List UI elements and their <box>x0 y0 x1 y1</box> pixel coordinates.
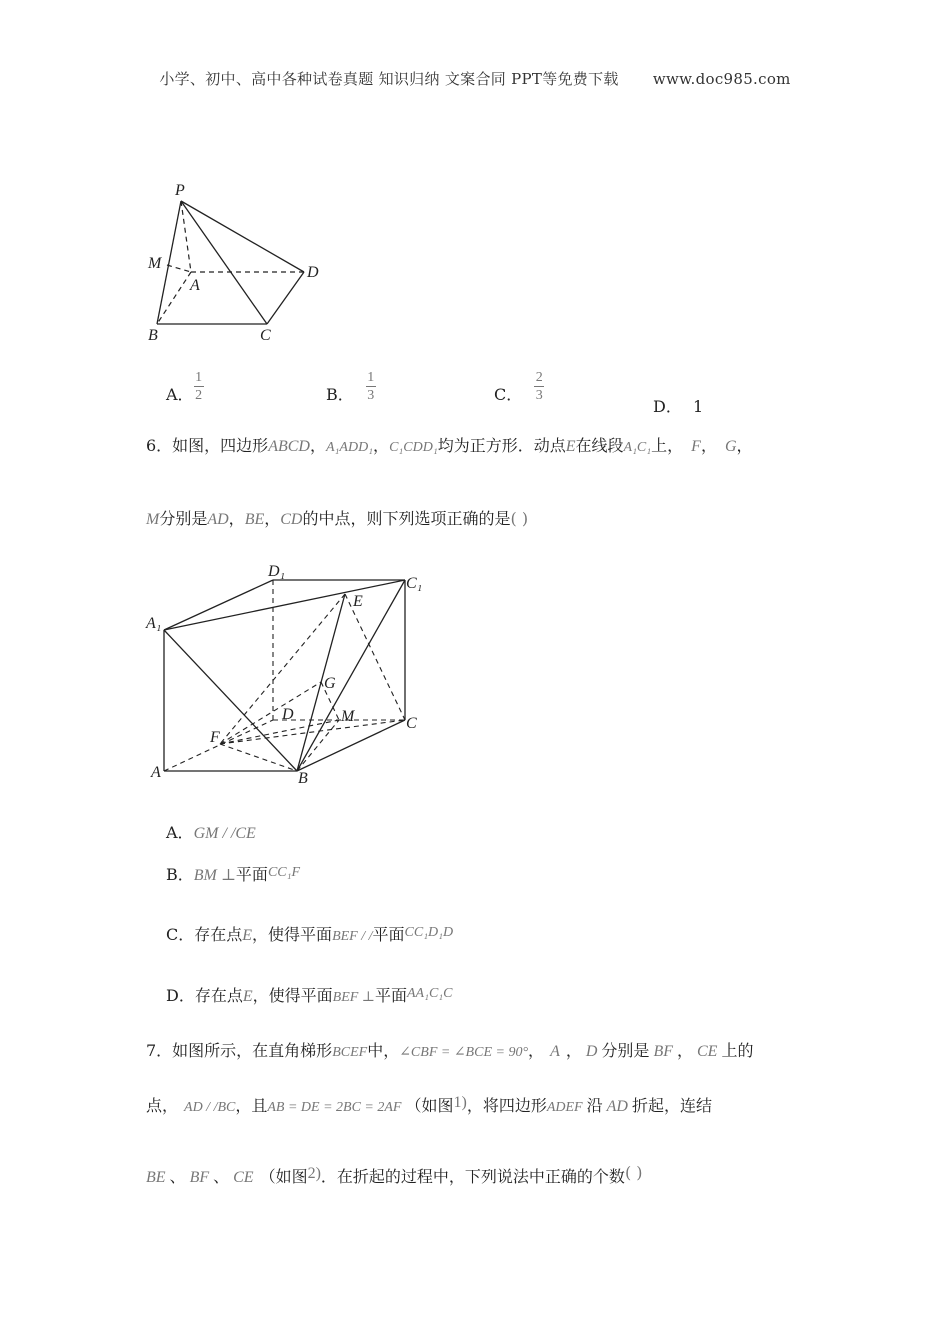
q6-option-d[interactable]: D．存在点E，使得平面BEF ⊥平面AA₁C₁C <box>166 986 453 1005</box>
q6-option-c[interactable]: C．存在点E，使得平面BEF / /平面CC₁D₁D <box>166 925 454 944</box>
q6-option-b[interactable]: B．BM ⊥平面CC₁F <box>166 865 301 884</box>
q7-line2: 点， AD / /BC，且AB = DE = 2BC = 2AF （如图1)，将四边形ADEF 沿 AD 折起，连结 <box>146 1094 712 1115</box>
header-site-link[interactable]: www.doc985.com <box>652 70 791 88</box>
q6-option-a[interactable]: A．GM / /CE <box>166 823 256 842</box>
option-label: D． <box>653 397 682 416</box>
option-value: 1 <box>692 397 704 416</box>
q6-line1: 6．如图，四边形ABCD，A₁ADD₁，C₁CDD₁均为正方形．动点E在线段A₁C₁上， F， G， <box>146 436 753 455</box>
option-label: C． <box>494 385 523 404</box>
q5-option-b[interactable] <box>326 370 376 403</box>
label-A: A <box>190 277 200 294</box>
label-C1: C₁ <box>406 575 423 592</box>
label-D1: D₁ <box>268 563 286 580</box>
q7-line3: BE 、 BF 、 CE （如图2)．在折起的过程中，下列说法中正确的个数( ) <box>146 1163 643 1186</box>
q5-option-d[interactable] <box>653 394 703 417</box>
label-P: P <box>175 182 185 199</box>
label-D: D <box>282 706 294 723</box>
label-G: G <box>324 675 336 692</box>
fraction: $\frac{1}{2}$ <box>195 370 203 403</box>
label-M: M <box>148 255 162 272</box>
label-E: E <box>353 593 363 610</box>
label-F: F <box>210 729 220 746</box>
label-C: C <box>406 715 417 732</box>
q7-line1: 7．如图所示，在直角梯形BCEF中，∠CBF = ∠BCE = 90°， A ， D 分别是 BF ， CE 上的 <box>146 1041 754 1060</box>
label-B: B <box>298 770 308 786</box>
page-header <box>0 68 950 89</box>
fraction: $\frac{2}{3}$ <box>535 370 543 403</box>
label-A1: A₁ <box>146 615 162 632</box>
answer-blank[interactable]: ( ) <box>510 509 529 528</box>
label-A: A <box>151 764 161 781</box>
q5-option-c[interactable] <box>494 370 544 403</box>
header-text: 小学、初中、高中各种试卷真题 知识归纳 文案合同 PPT等免费下载 <box>159 70 619 88</box>
cube-figure <box>140 556 440 786</box>
q6-line2: M分别是AD，BE，CD的中点，则下列选项正确的是( ) <box>146 509 529 528</box>
option-label: B． <box>326 385 354 404</box>
answer-blank[interactable]: ( ) <box>624 1163 643 1182</box>
q5-option-a[interactable] <box>166 370 204 403</box>
label-C: C <box>260 327 271 344</box>
fraction: $\frac{1}{3}$ <box>367 370 375 403</box>
label-B: B <box>148 327 158 344</box>
pyramid-figure <box>140 180 340 350</box>
label-D: D <box>307 264 319 281</box>
label-M: M <box>341 708 355 725</box>
option-label: A． <box>166 385 194 404</box>
